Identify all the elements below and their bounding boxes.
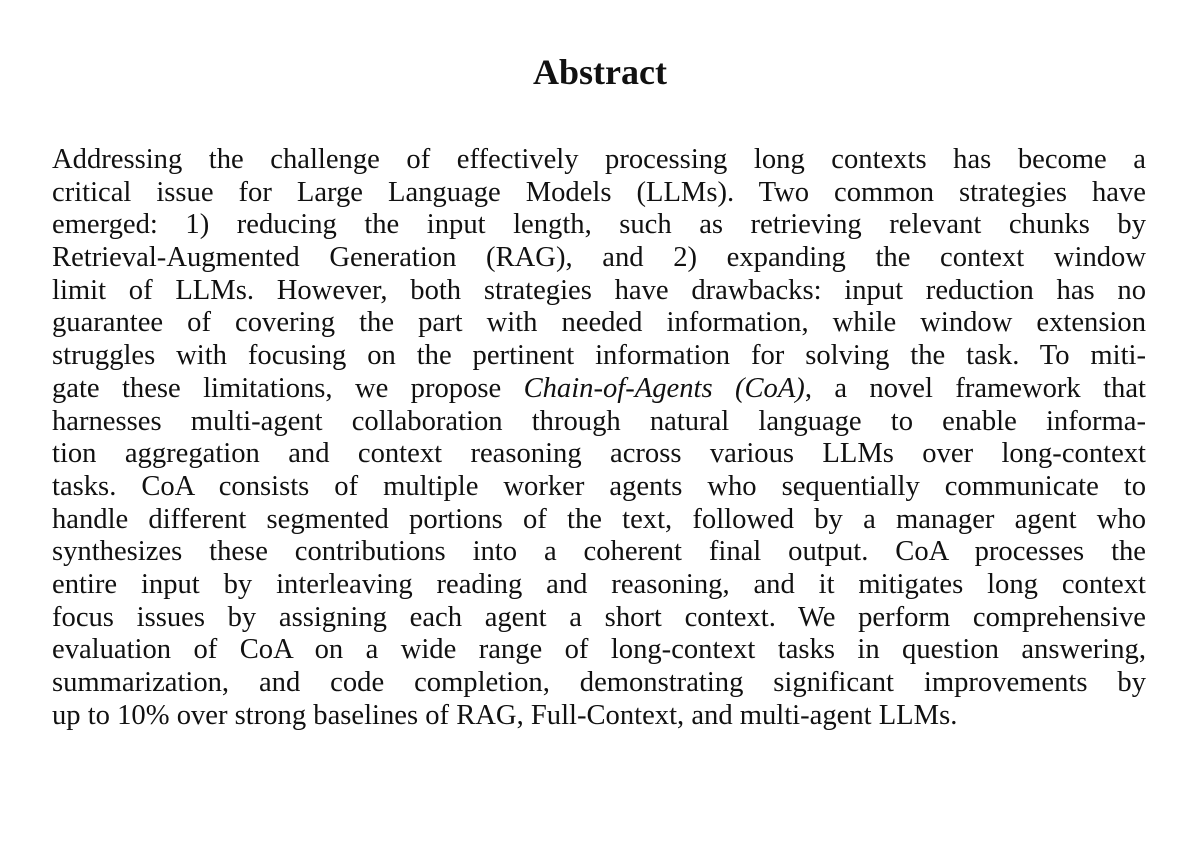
text-segment: struggles with focusing on the pertinent information for solving the task. To miti- [52,340,1146,372]
text-segment: up to 10% over strong baselines of RAG, Full-Context, and multi-agent LLMs. [52,699,958,731]
abstract-line [52,209,1146,242]
abstract-line [52,471,1146,504]
abstract-body [52,144,1146,732]
abstract-line [52,307,1146,340]
abstract-line [52,144,1146,177]
abstract-line [52,340,1146,373]
text-segment: Addressing the challenge of effectively processing long contexts has become a [52,144,1146,175]
text-segment: tasks. CoA consists of multiple worker agents who sequentially communicate to [52,470,1146,502]
abstract-line [52,177,1146,210]
text-segment: gate these limitations, we propose [52,372,524,404]
abstract-line [52,406,1146,439]
abstract-line [52,438,1146,471]
text-segment: critical issue for Large Language Models (LLMs). Two common strategies have [52,176,1146,208]
abstract-heading: Abstract [533,52,667,92]
text-segment: synthesizes these contributions into a coherent final output. CoA processes the [52,536,1146,568]
text-segment: emerged: 1) reducing the input length, such as retrieving relevant chunks by [52,209,1146,241]
abstract-line [52,634,1146,667]
text-segment: summarization, and code completion, demonstrating significant improvements by [52,667,1146,698]
abstract-line [52,569,1146,602]
abstract-line [52,504,1146,537]
text-segment: , a novel framework that [804,372,1146,404]
abstract-line [52,536,1146,569]
abstract-line [52,602,1146,635]
abstract-line [52,700,1146,733]
text-segment: tion aggregation and context reasoning across various LLMs over long-context [52,438,1146,470]
italic-term: Chain-of-Agents (CoA) [523,372,805,404]
text-segment: guarantee of covering the part with needed information, while window extension [52,307,1146,339]
text-segment: harnesses multi-agent collaboration through natural language to enable informa- [52,405,1146,437]
text-segment: Retrieval-Augmented Generation (RAG), and 2) expanding the context window [52,242,1146,274]
abstract-line [52,242,1146,275]
abstract-line [52,373,1146,406]
text-segment: evaluation of CoA on a wide range of long-context tasks in question answering, [52,634,1146,666]
text-segment: limit of LLMs. However, both strategies have drawbacks: input reduction has no [52,274,1146,306]
abstract-line [52,667,1146,700]
abstract-line [52,275,1146,308]
text-segment: entire input by interleaving reading and reasoning, and it mitigates long context [52,568,1146,600]
text-segment: handle different segmented portions of the text, followed by a manager agent who [52,503,1146,535]
text-segment: focus issues by assigning each agent a short context. We perform comprehensive [52,601,1146,633]
